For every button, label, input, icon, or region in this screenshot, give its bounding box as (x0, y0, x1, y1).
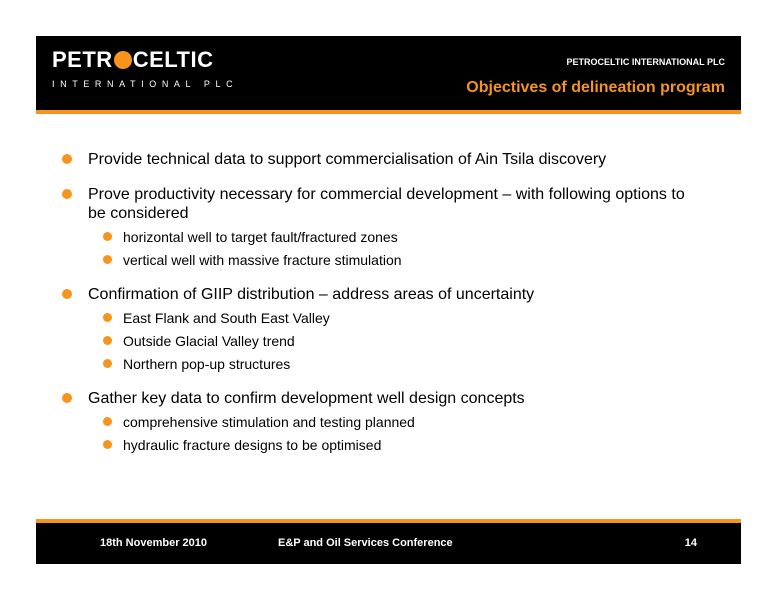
sub-bullet-text: Northern pop-up structures (123, 356, 291, 372)
bullet-icon (62, 189, 72, 199)
bullet-item (62, 285, 702, 373)
bullet-text: Gather key data to confirm development well design concepts (88, 390, 525, 407)
sub-bullet-icon (103, 313, 112, 322)
bullet-item (62, 185, 702, 269)
logo-dot-icon (114, 51, 132, 69)
sub-bullet-item (88, 332, 702, 350)
sub-bullet-item (88, 436, 702, 454)
sub-bullet-item (88, 251, 702, 269)
sub-bullet-icon (103, 232, 112, 241)
company-logo (52, 47, 214, 73)
company-name: PETROCELTIC INTERNATIONAL PLC (566, 57, 725, 67)
bullet-icon (62, 289, 72, 299)
sub-bullet-item (88, 228, 702, 246)
footer-date: 18th November 2010 (100, 537, 207, 549)
sub-bullet-text: comprehensive stimulation and testing planned (123, 414, 415, 430)
sub-bullet-text: East Flank and South East Valley (123, 310, 330, 326)
logo-text-start: PETR (52, 47, 113, 72)
sub-bullet-text: Outside Glacial Valley trend (123, 333, 295, 349)
bullet-list (62, 150, 702, 454)
logo-subtitle: INTERNATIONAL PLC (52, 79, 239, 89)
bullet-item (62, 150, 702, 169)
sub-bullet-icon (103, 359, 112, 368)
sub-bullet-text: vertical well with massive fracture stimulation (123, 252, 402, 268)
page-number: 14 (684, 537, 697, 549)
bullet-text: Prove productivity necessary for commercial development – with following options to be considered (88, 186, 685, 222)
logo-text-end: CELTIC (132, 47, 214, 72)
bullet-item (62, 389, 702, 454)
sub-bullet-text: hydraulic fracture designs to be optimised (123, 437, 382, 453)
sub-bullet-item (88, 355, 702, 373)
header-bar (36, 36, 741, 110)
bullet-text: Confirmation of GIIP distribution – address areas of uncertainty (88, 286, 535, 303)
footer-bar (36, 523, 741, 564)
bullet-icon (62, 393, 72, 403)
header-accent-rule (36, 110, 741, 114)
sub-bullet-icon (103, 440, 112, 449)
bullet-icon (62, 154, 72, 164)
sub-bullet-icon (103, 255, 112, 264)
sub-bullet-text: horizontal well to target fault/fractured zones (123, 229, 398, 245)
sub-bullet-icon (103, 336, 112, 345)
sub-bullet-item (88, 413, 702, 431)
sub-bullet-icon (103, 417, 112, 426)
bullet-text: Provide technical data to support commercialisation of Ain Tsila discovery (88, 151, 607, 168)
sub-bullet-item (88, 309, 702, 327)
slide-title: Objectives of delineation program (466, 79, 725, 96)
footer-event: E&P and Oil Services Conference (278, 537, 453, 549)
